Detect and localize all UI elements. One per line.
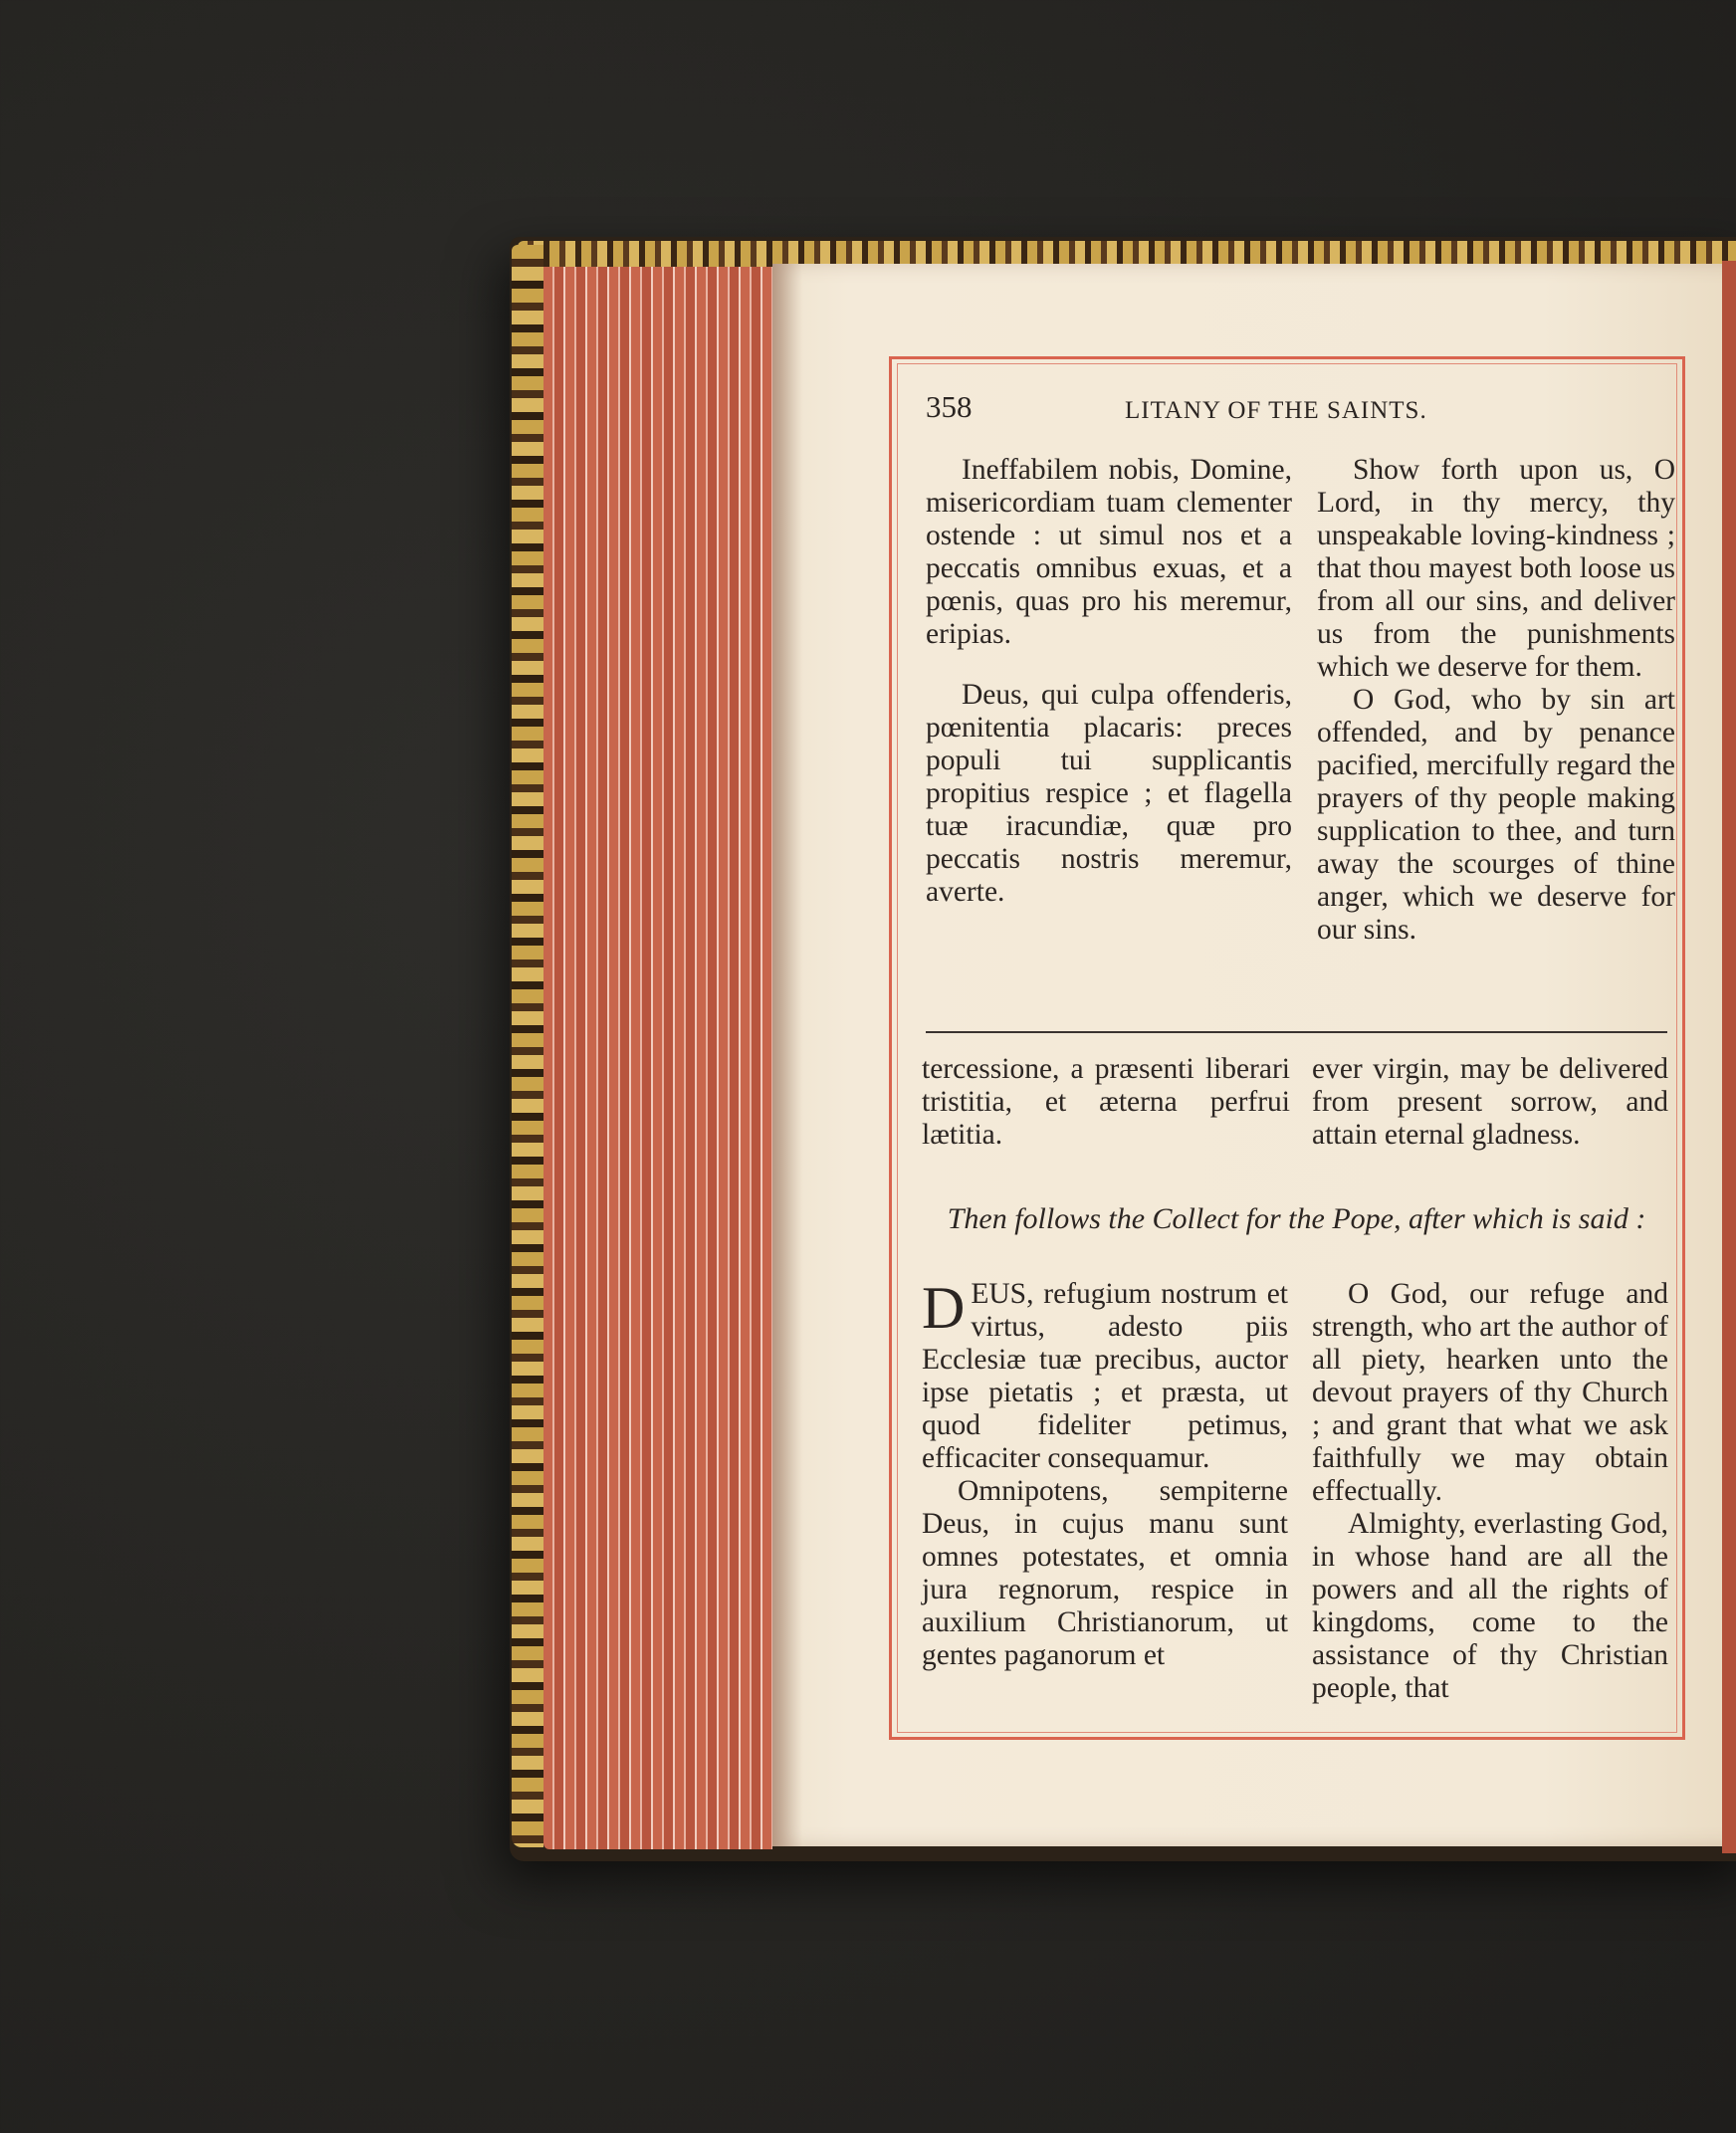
gutter-shadow xyxy=(772,264,802,1846)
latin-paragraph xyxy=(922,1275,1288,1475)
page-header xyxy=(926,390,1672,430)
latin-paragraph: Deus, qui culpa offenderis, pœnitentia placaris: preces populi tui supplicantis propitius respice ; et flagella tuæ iracundiæ, quæ pro peccatis nostris meremur, averte. xyxy=(926,679,1292,908)
latin-text: EUS, refugium nostrum et virtus, adesto piis Ecclesiæ tuæ precibus, auctor ipse pietatis ; et præsta, ut quod fideliter petimus, efficaciter consequamur. xyxy=(922,1278,1288,1474)
latin-column-3 xyxy=(922,1275,1288,1672)
rubric-instruction: Then follows the Collect for the Pope, after which is said : xyxy=(947,1202,1646,1235)
latin-paragraph: tercessione, a præsenti liberari tristitia, et æterna perfrui lætitia. xyxy=(922,1053,1290,1151)
red-page-edges xyxy=(543,267,772,1849)
latin-paragraph: Omnipotens, sempiterne Deus, in cujus manu sunt omnes potestates, et omnia jura regnorum, respice in auxilium Christianorum, ut gentes paganorum et xyxy=(922,1475,1288,1671)
english-paragraph: Almighty, everlasting God, in whose hand are all the powers and all the rights of kingdoms, come to the assistance of thy Christian people, that xyxy=(1312,1508,1668,1704)
right-page-edge xyxy=(1722,261,1736,1853)
english-paragraph: O God, our refuge and strength, who art the author of all piety, hearken unto the devout prayers of thy Church ; and grant that what we ask faithfully we may obtain effectually. xyxy=(1312,1278,1668,1507)
gilt-spine-edge xyxy=(512,245,543,1847)
english-paragraph: ever virgin, may be delivered from present sorrow, and attain eternal gladness. xyxy=(1312,1053,1668,1151)
latin-paragraph: Ineffabilem nobis, Domine, misericordiam tuam clementer ostende : ut simul nos et a peccatis omnibus exuas, et a pœnis, quas pro his meremur, eripias. xyxy=(926,454,1292,650)
english-paragraph: O God, who by sin art offended, and by penance pacified, mercifully regard the prayers of thy people making supplication to thee, and turn away the scourges of thine anger, which we deserve for our sins. xyxy=(1317,684,1675,946)
english-column-3 xyxy=(1312,1278,1668,1705)
drop-cap-initial: D xyxy=(922,1275,966,1341)
english-paragraph: Show forth upon us, O Lord, in thy mercy, thy unspeakable loving-kindness ; that thou mayest both loose us from all our sins, and deliver us from the punishments which we deserve for them. xyxy=(1317,454,1675,683)
english-column-1 xyxy=(1317,454,1675,947)
running-title: LITANY OF THE SAINTS. xyxy=(1125,397,1427,424)
section-divider xyxy=(926,1031,1667,1033)
page-number: 358 xyxy=(926,389,973,424)
latin-column-2 xyxy=(922,1053,1290,1152)
english-column-2 xyxy=(1312,1053,1668,1152)
latin-column-1 xyxy=(926,454,1292,909)
